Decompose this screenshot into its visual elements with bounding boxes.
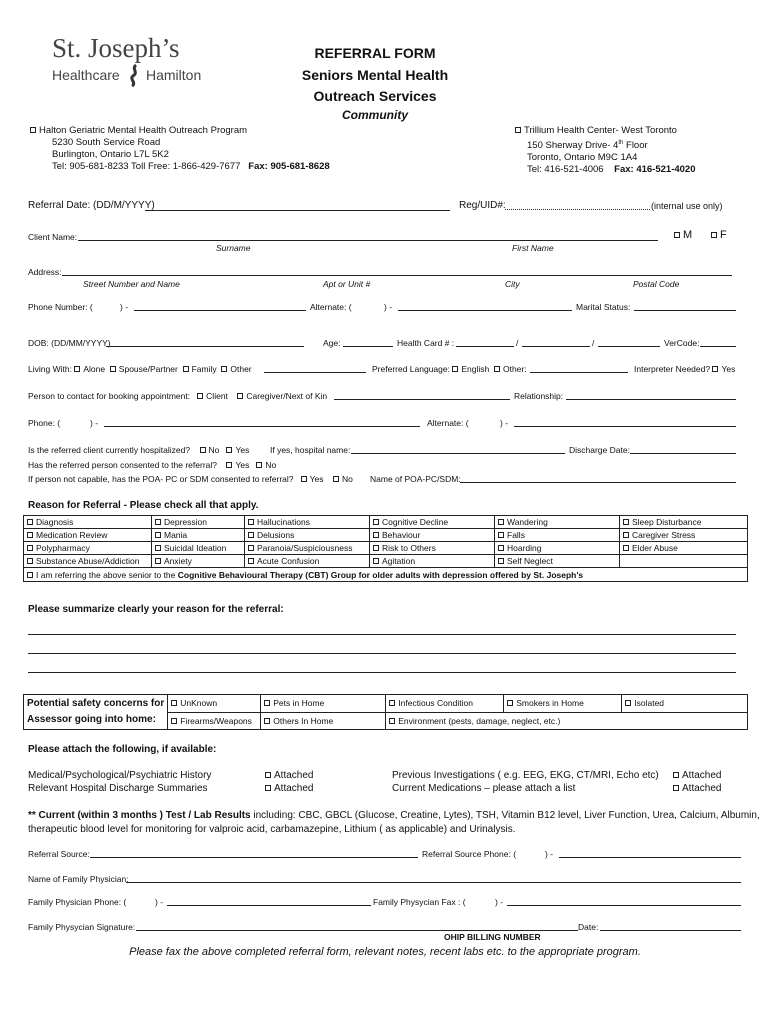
interpreter-row: Interpreter Needed? Yes: [634, 364, 736, 374]
alternate-2-field[interactable]: [514, 426, 736, 427]
phone-number-field[interactable]: [134, 310, 306, 311]
family-checkbox[interactable]: [183, 366, 189, 372]
city-caption: City: [505, 279, 520, 289]
address-label: Address:: [28, 267, 62, 277]
health-card-field-2[interactable]: [522, 346, 590, 347]
alone-checkbox[interactable]: [74, 366, 80, 372]
client-name-field[interactable]: [78, 240, 658, 241]
safety-unknown[interactable]: UnKnown: [168, 695, 261, 713]
reason-checkbox[interactable]: [623, 532, 629, 538]
reason-checkbox[interactable]: [498, 558, 504, 564]
consent-no-checkbox[interactable]: [256, 462, 262, 468]
reason-table: [23, 515, 748, 582]
reason-label: Paranoia/Suspiciousness: [257, 543, 353, 553]
reason-option[interactable]: [370, 542, 495, 555]
apt-caption: Apt or Unit #: [323, 279, 371, 289]
reason-option[interactable]: [245, 555, 370, 568]
reason-checkbox[interactable]: [248, 532, 254, 538]
reg-uid-field[interactable]: [505, 209, 650, 210]
first-name-caption: First Name: [512, 243, 554, 253]
reason-option[interactable]: [245, 529, 370, 542]
referral-source-phone-label: Referral Source Phone: (: [422, 849, 517, 859]
reason-label: Delusions: [257, 530, 295, 540]
hospital-name-field[interactable]: [351, 453, 565, 454]
health-card-label: Health Card # :: [397, 338, 455, 348]
reason-label: Suicidal Ideation: [164, 543, 227, 553]
reason-checkbox[interactable]: [27, 545, 33, 551]
english-checkbox[interactable]: [452, 366, 458, 372]
safety-environment[interactable]: Environment (pests, damage, neglect, etc.): [386, 712, 748, 730]
safety-table: [23, 694, 748, 730]
attach-right: Previous Investigations ( e.g. EEG, EKG, CT/MRI, Echo etc) Current Medications – please attach a list: [392, 770, 659, 794]
form-title: REFERRAL FORM: [314, 45, 436, 61]
relationship-label: Relationship:: [514, 391, 564, 401]
vercode-label: VerCode:: [664, 338, 700, 348]
discharge-field[interactable]: [630, 453, 736, 454]
discharge-label: Discharge Date:: [569, 445, 630, 455]
reason-checkbox[interactable]: [155, 519, 161, 525]
language-row: Preferred Language: English Other:: [372, 364, 527, 374]
spouse-checkbox[interactable]: [110, 366, 116, 372]
reason-label: Acute Confusion: [257, 556, 320, 566]
reason-checkbox[interactable]: [155, 558, 161, 564]
internal-use-note: (internal use only): [651, 201, 723, 211]
safety-others[interactable]: Others In Home: [261, 712, 386, 730]
hospitalized-no-checkbox[interactable]: [200, 447, 206, 453]
reason-option[interactable]: [152, 555, 245, 568]
health-card-field[interactable]: [456, 346, 514, 347]
reason-option[interactable]: [495, 529, 620, 542]
reason-option[interactable]: [24, 542, 152, 555]
reason-row: [24, 542, 748, 555]
reason-option[interactable]: [370, 555, 495, 568]
form-subtitle: Seniors Mental Health: [301, 67, 449, 83]
living-with-row: Living With: Alone Spouse/Partner Family Other: [28, 364, 252, 374]
reason-checkbox[interactable]: [498, 519, 504, 525]
other-language-checkbox[interactable]: [494, 366, 500, 372]
safety-infectious[interactable]: Infectious Condition: [386, 695, 504, 713]
consent-row: Has the referred person consented to the referral? Yes No: [28, 460, 277, 470]
marital-field[interactable]: [634, 310, 736, 311]
cbt-checkbox[interactable]: [27, 572, 33, 578]
fax-note: Please fax the above completed referral form, relevant notes, recent labs etc. to the appropriate program.: [129, 946, 641, 958]
other-language-field[interactable]: [530, 372, 628, 373]
reason-label: Diagnosis: [36, 517, 74, 527]
vercode-field[interactable]: [700, 346, 736, 347]
alternate-label: Alternate: (: [310, 302, 352, 312]
client-name-label: Client Name:: [28, 232, 78, 242]
reason-label: Hoarding: [507, 543, 542, 553]
fp-phone-label: Family Physician Phone: (: [28, 897, 127, 907]
reason-label: Falls: [507, 530, 525, 540]
reason-checkbox[interactable]: [248, 558, 254, 564]
summary-line-3[interactable]: [28, 672, 736, 673]
hospital-name-label: If yes, hospital name:: [270, 445, 351, 455]
fp-phone-field[interactable]: [167, 905, 371, 906]
hospitalized-yes-checkbox[interactable]: [226, 447, 232, 453]
community-label: Community: [342, 108, 408, 122]
slash-2: /: [592, 338, 595, 348]
reason-checkbox[interactable]: [155, 532, 161, 538]
reason-option[interactable]: [24, 529, 152, 542]
slash-1: /: [516, 338, 519, 348]
contact-client-checkbox[interactable]: [197, 393, 203, 399]
summary-line-1[interactable]: [28, 634, 736, 635]
logo-sub-left: Healthcare: [52, 67, 120, 83]
fp-signature-field[interactable]: [136, 930, 578, 931]
reason-checkbox[interactable]: [373, 545, 379, 551]
poa-yes-checkbox[interactable]: [301, 476, 307, 482]
attach-right-checks: Attached Attached: [673, 769, 721, 795]
reason-option: [620, 555, 748, 568]
reason-row: [24, 555, 748, 568]
reason-checkbox[interactable]: [498, 545, 504, 551]
hospitalized-row: Is the referred client currently hospitalized? No Yes: [28, 445, 250, 455]
summary-heading: Please summarize clearly your reason for the referral:: [28, 604, 284, 615]
relationship-field[interactable]: [566, 399, 736, 400]
reason-label: Behaviour: [382, 530, 421, 540]
male-label: M: [683, 229, 693, 241]
reason-checkbox[interactable]: [373, 532, 379, 538]
reason-option[interactable]: [495, 542, 620, 555]
reason-checkbox[interactable]: [373, 558, 379, 564]
contact-row: Person to contact for booking appointment: Client Caregiver/Next of Kin: [28, 391, 328, 401]
reason-checkbox[interactable]: [27, 519, 33, 525]
family-physician-label: Name of Family Physician:: [28, 874, 129, 884]
reason-label: Sleep Disturbance: [632, 517, 702, 527]
discharge-attached-checkbox[interactable]: [265, 785, 271, 791]
safety-pets[interactable]: Pets in Home: [261, 695, 386, 713]
reason-option[interactable]: [620, 516, 748, 529]
poa-no-checkbox[interactable]: [333, 476, 339, 482]
health-card-field-3[interactable]: [598, 346, 660, 347]
halton-site: Halton Geriatric Mental Health Outreach Program 5230 South Service Road Burlington, Ontario L7L 5K2 Tel: 905-681-8233 Toll Free: 1-866-429-7677 Fax: 905-681-8628: [30, 125, 330, 173]
alternate-2-label: Alternate: (: [427, 418, 469, 428]
reason-label: Agitation: [382, 556, 416, 566]
phone-label: Phone: (: [28, 418, 61, 428]
reason-label: Anxiety: [164, 556, 192, 566]
referral-date-label: Referral Date: (DD/M/YYYY): [28, 200, 155, 211]
reason-label: Polypharmacy: [36, 543, 90, 553]
sig-date-label: Date:: [578, 922, 599, 932]
reason-checkbox[interactable]: [623, 545, 629, 551]
reason-row: [24, 516, 748, 529]
alternate-dash: ) -: [384, 302, 393, 312]
phone-number-label: Phone Number: (: [28, 302, 93, 312]
phone-field[interactable]: [104, 426, 420, 427]
summary-line-2[interactable]: [28, 653, 736, 654]
age-label: Age:: [323, 338, 341, 348]
reason-checkbox[interactable]: [623, 519, 629, 525]
reason-label: Mania: [164, 530, 188, 540]
contact-caregiver-checkbox[interactable]: [237, 393, 243, 399]
reason-option[interactable]: [370, 529, 495, 542]
reason-option[interactable]: [245, 516, 370, 529]
logo-figure-icon: [127, 63, 145, 87]
attach-heading: Please attach the following, if available:: [28, 744, 217, 755]
fp-phone-dash: ) -: [155, 897, 164, 907]
safety-smokers[interactable]: Smokers in Home: [504, 695, 622, 713]
other-checkbox[interactable]: [221, 366, 227, 372]
ohip-label: OHIP BILLING NUMBER: [444, 932, 541, 942]
fp-fax-label: Family Physycian Fax : (: [373, 897, 466, 907]
reason-option[interactable]: [370, 516, 495, 529]
reason-heading: Reason for Referral - Please check all that apply.: [28, 500, 259, 511]
reg-uid-label: Reg/UID#:: [459, 200, 506, 211]
referral-source-field[interactable]: [90, 857, 418, 858]
reason-checkbox[interactable]: [373, 519, 379, 525]
reason-label: Caregiver Stress: [632, 530, 696, 540]
halton-checkbox[interactable]: [30, 127, 36, 133]
reason-checkbox[interactable]: [155, 545, 161, 551]
referral-source-label: Referral Source:: [28, 849, 90, 859]
phone-dash: ) -: [120, 302, 129, 312]
reason-label: Risk to Others: [382, 543, 436, 553]
reason-option[interactable]: [152, 529, 245, 542]
surname-caption: Surname: [216, 243, 251, 253]
phone-2-dash: ) -: [90, 418, 99, 428]
trillium-site: Trillium Health Center- West Toronto 150 Sherway Drive- 4th Floor Toronto, Ontario M9C 1A4 Tel: 416-521-4006 Fax: 416-521-4020: [515, 125, 696, 176]
reason-label: Wandering: [507, 517, 548, 527]
female-label: F: [720, 229, 727, 241]
attach-left: Medical/Psychological/Psychiatric History Relevant Hospital Discharge Summaries: [28, 770, 212, 794]
address-field[interactable]: [62, 275, 732, 276]
reason-label: Self Neglect: [507, 556, 553, 566]
reason-checkbox[interactable]: [248, 545, 254, 551]
marital-label: Marital Status:: [576, 302, 631, 312]
attach-left-checks: Attached Attached: [265, 769, 313, 795]
cbt-option[interactable]: [24, 568, 748, 582]
reason-option[interactable]: [620, 529, 748, 542]
safety-firearms[interactable]: Firearms/Weapons: [168, 712, 261, 730]
poa-row: If person not capable, has the POA- PC or SDM consented to referral? Yes No: [28, 474, 353, 484]
history-attached-checkbox[interactable]: [265, 772, 271, 778]
reason-label: Substance Abuse/Addiction: [36, 556, 140, 566]
age-field[interactable]: [343, 346, 393, 347]
male-checkbox[interactable]: [674, 232, 680, 238]
reason-option[interactable]: [24, 555, 152, 568]
reason-option[interactable]: [152, 542, 245, 555]
cbt-program: Cognitive Behavioural Therapy (CBT) Group for older adults with depression offered by St. Joseph’s: [177, 569, 584, 580]
postal-caption: Postal Code: [633, 279, 680, 289]
reason-label: Cognitive Decline: [382, 517, 449, 527]
referral-source-phone-field[interactable]: [559, 857, 741, 858]
sig-date-field[interactable]: [600, 930, 741, 931]
reason-label: Hallucinations: [257, 517, 310, 527]
cbt-row[interactable]: [24, 568, 748, 582]
street-caption: Street Number and Name: [83, 279, 180, 289]
reason-option[interactable]: [495, 516, 620, 529]
form-subtitle-2: Outreach Services: [313, 88, 437, 104]
labs-text: ** Current (within 3 months ) Test / Lab Results including: CBC, GBCL (Glucose, Creatine, Lytes), TSH, Vitamin B12 level, Liver Function, Urea, Calcium, Albumin, therapeutic blood level for monitoring for valproic acid, carbamazepine, Lithium ( as applicable) and Urinalysis.: [28, 810, 760, 835]
logo-name: St. Joseph’s: [52, 33, 180, 63]
reason-row: [24, 529, 748, 542]
reason-label: Medication Review: [36, 530, 108, 540]
reason-checkbox[interactable]: [248, 519, 254, 525]
fp-fax-field[interactable]: [507, 905, 741, 906]
dob-field[interactable]: [106, 346, 304, 347]
reason-option[interactable]: [495, 555, 620, 568]
investigations-attached-checkbox[interactable]: [673, 772, 679, 778]
reason-option[interactable]: [245, 542, 370, 555]
cbt-prefix: I am referring the above senior to the: [36, 569, 178, 580]
living-other-field[interactable]: [264, 372, 366, 373]
logo-sub-right: Hamilton: [146, 67, 202, 83]
dob-label: DOB: (DD/MM/YYYY): [28, 338, 111, 348]
safety-isolated[interactable]: Isolated: [622, 695, 748, 713]
interpreter-checkbox[interactable]: [712, 366, 718, 372]
medications-attached-checkbox[interactable]: [673, 785, 679, 791]
contact-name-field[interactable]: [334, 399, 510, 400]
safety-label: Potential safety concerns for Assessor going into home:: [24, 695, 168, 730]
alternate-2-dash: ) -: [500, 418, 509, 428]
fp-signature-label: Family Physycian Signature:: [28, 922, 136, 932]
reason-label: Depression: [164, 517, 207, 527]
reason-checkbox[interactable]: [498, 532, 504, 538]
reason-option[interactable]: [24, 516, 152, 529]
alternate-phone-field[interactable]: [398, 310, 572, 311]
consent-yes-checkbox[interactable]: [226, 462, 232, 468]
family-physician-field[interactable]: [126, 882, 741, 883]
reason-option[interactable]: [152, 516, 245, 529]
reason-option[interactable]: [620, 542, 748, 555]
poa-name-field[interactable]: [460, 482, 736, 483]
referral-phone-dash: ) -: [545, 849, 554, 859]
trillium-checkbox[interactable]: [515, 127, 521, 133]
reason-checkbox[interactable]: [27, 558, 33, 564]
fp-fax-dash: ) -: [495, 897, 504, 907]
poa-name-label: Name of POA-PC/SDM:: [370, 474, 461, 484]
female-checkbox[interactable]: [711, 232, 717, 238]
reason-label: Elder Abuse: [632, 543, 678, 553]
referral-date-field[interactable]: [145, 210, 450, 211]
reason-checkbox[interactable]: [27, 532, 33, 538]
